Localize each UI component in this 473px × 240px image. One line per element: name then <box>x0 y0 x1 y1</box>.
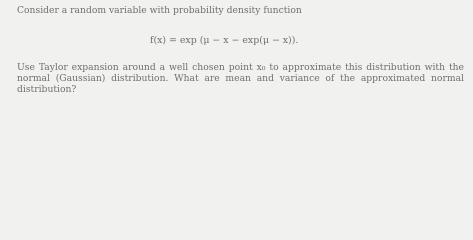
question-line-2: normal (Gaussian) distribution. What are mean and variance of the approximated normal <box>17 73 464 84</box>
question-line-3: distribution? <box>17 84 77 95</box>
document-page <box>0 0 473 108</box>
question-line-1: Use Taylor expansion around a well chosen point x₀ to approximate this distribution with the <box>17 62 464 73</box>
problem-intro: Consider a random variable with probability density function <box>17 5 302 16</box>
density-formula: f(x) = exp (μ − x − exp(μ − x)). <box>150 35 299 46</box>
